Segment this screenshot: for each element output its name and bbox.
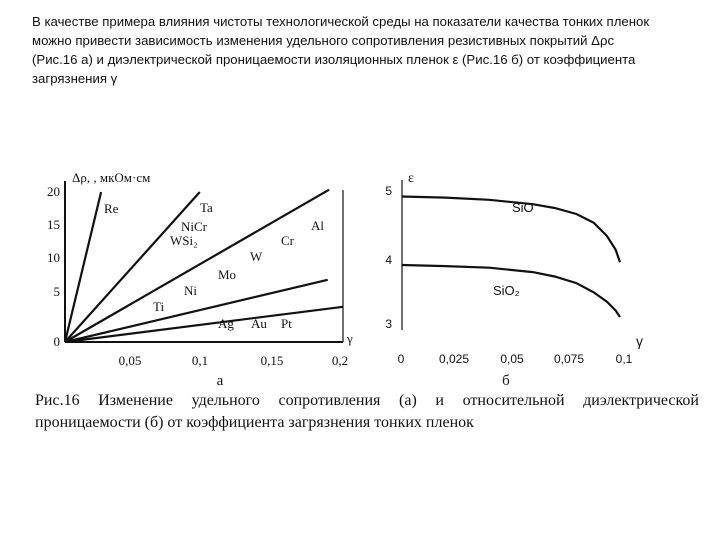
panel-a-x-label: γ: [347, 331, 353, 346]
panel-a-series-line-0: [65, 192, 101, 342]
panel-b-series-group: [402, 197, 620, 318]
label-au: Au: [251, 316, 267, 331]
label-sio2: SiO₂: [493, 283, 520, 298]
panel-a-y-tick: 0: [53, 334, 60, 349]
paragraph-line: В качестве примера влияния чистоты технологической среды на показатели качества тонких пленок: [32, 14, 650, 29]
paragraph-line: можно привести зависимость изменения удельного сопротивления резистивных покрытий Δρс: [32, 33, 615, 48]
intro-paragraph: [32, 12, 692, 88]
label-nicr: NiCr: [181, 219, 207, 234]
panel-b-y-label: ε: [408, 171, 414, 186]
panel-a-y-tick: 5: [53, 284, 60, 299]
panel-b-x-tick: 0,025: [438, 352, 470, 366]
label-re: Re: [104, 201, 119, 216]
label-wsi2: WSi₂: [170, 233, 198, 248]
label-ti: Ti: [153, 299, 165, 314]
panel-b-series-line-0: [402, 197, 620, 263]
panel-b-permittivity-chart: [385, 171, 643, 389]
figure-caption: [35, 390, 699, 434]
panel-b-y-tick: 5: [385, 184, 392, 198]
panel-b-y-tick: 3: [385, 317, 392, 331]
label-mo: Mo: [218, 267, 237, 282]
label-sio: SiO: [512, 200, 534, 215]
panel-a-x-tick: 0,05: [118, 353, 142, 368]
panel-a-series-line-4: [65, 307, 343, 342]
panel-a-resistivity-chart: [47, 170, 353, 389]
label-ni: Ni: [184, 283, 197, 298]
label-al: Al: [311, 218, 324, 233]
caption-line-1: Рис.16 Изменение удельного сопротивления (а) и относительной диэлектрической: [35, 392, 699, 409]
panel-b-x-tick: 0: [397, 352, 405, 366]
paragraph-line: загрязнения γ: [32, 71, 118, 86]
label-w: W: [250, 249, 263, 264]
panel-a-series-line-1: [65, 192, 200, 342]
caption-line-2: проницаемости (б) от коэффициента загрязнения тонких пленок: [35, 414, 474, 431]
panel-b-letter: б: [502, 373, 510, 389]
panel-a-y-tick: 10: [47, 250, 60, 265]
panel-a-y-label: Δρ, , мкОм·см: [72, 170, 151, 185]
paragraph-line: (Рис.16 а) и диэлектрической проницаемости изоляционных пленок ε (Рис.16 б) от коэффициента: [32, 52, 636, 67]
panel-b-x-tick: 0,1: [615, 352, 633, 366]
label-ag: Ag: [218, 316, 234, 331]
panel-b-y-tick: 4: [385, 253, 392, 267]
label-cr: Cr: [281, 233, 294, 248]
panel-b-x-tick: 0,075: [553, 352, 585, 366]
panel-a-y-tick: 15: [47, 217, 60, 232]
panel-a-x-tick: 0,1: [191, 353, 209, 368]
label-ta: Ta: [200, 200, 213, 215]
panel-a-letter: а: [216, 373, 224, 389]
panel-a-x-tick: 0,15: [260, 353, 284, 368]
figure-16: [0, 160, 720, 390]
panel-a-y-tick: 20: [47, 184, 60, 199]
panel-b-x-tick: 0,05: [500, 352, 524, 366]
panel-b-x-label: γ: [636, 333, 643, 349]
panel-a-x-tick: 0,2: [331, 353, 349, 368]
label-pt: Pt: [281, 316, 292, 331]
